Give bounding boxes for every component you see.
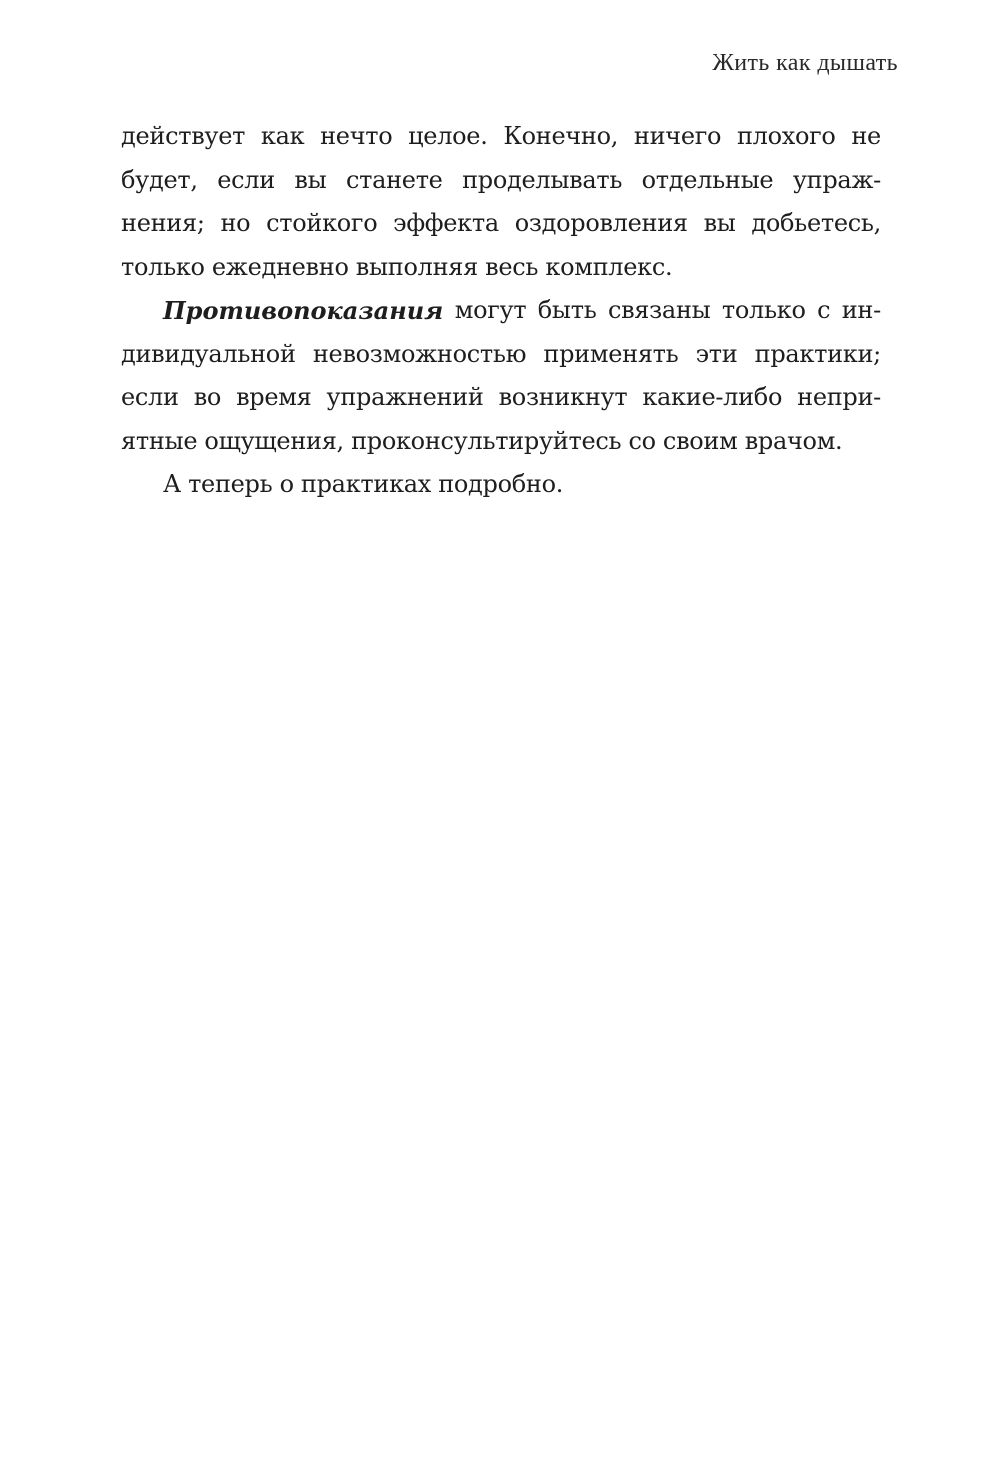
word: вы — [294, 165, 327, 194]
word: весь — [485, 252, 539, 281]
word: А — [163, 470, 181, 498]
word: своим — [662, 426, 738, 455]
word: нения; — [121, 209, 205, 237]
word: о — [279, 470, 294, 498]
word: дивидуальной — [121, 339, 296, 368]
text-line — [121, 376, 881, 420]
word: не — [851, 122, 881, 150]
word: врачом. — [744, 426, 843, 455]
word: если — [217, 165, 275, 194]
word: целое. — [408, 122, 488, 150]
word: могут — [454, 296, 527, 324]
word: проделывать — [462, 165, 623, 194]
text-line — [121, 115, 881, 159]
word: только — [121, 252, 205, 281]
word: ежедневно — [211, 252, 349, 281]
word: практиках — [300, 470, 432, 498]
word: возникнут — [498, 383, 628, 411]
word: связаны — [607, 296, 711, 324]
word: теперь — [188, 470, 273, 498]
word: эффекта — [393, 209, 499, 237]
word: только — [721, 296, 806, 324]
word: применять — [543, 339, 679, 368]
word: комплекс. — [545, 252, 673, 281]
word: станете — [345, 165, 443, 194]
running-header: Жить как дышать — [712, 50, 898, 76]
word: добьетесь, — [751, 209, 881, 237]
word: ятные — [121, 426, 198, 455]
word: упражнений — [326, 383, 484, 411]
text-line — [121, 333, 881, 377]
word: практики; — [754, 339, 881, 368]
word: если — [121, 383, 179, 411]
word: ничего — [633, 122, 722, 150]
word: с — [817, 296, 831, 324]
word: со — [628, 426, 656, 455]
text-line — [121, 420, 881, 464]
word: отдельные — [641, 165, 774, 194]
text-line — [121, 202, 881, 246]
word: но — [220, 209, 251, 237]
word: вы — [703, 209, 736, 237]
body-text — [121, 115, 881, 507]
word: Конечно, — [503, 122, 619, 150]
word: действует — [121, 122, 246, 150]
word: эти — [695, 339, 738, 368]
word: невозможностью — [312, 339, 527, 368]
word: какие-либо — [642, 383, 783, 411]
word: упраж- — [792, 165, 881, 194]
text-line — [121, 463, 881, 507]
word: как — [260, 122, 305, 150]
word: во — [193, 383, 222, 411]
word: ин- — [841, 296, 881, 324]
word: непри- — [797, 383, 881, 411]
word: проконсультируйтесь — [351, 426, 622, 455]
text-line — [121, 159, 881, 203]
text-line — [121, 289, 881, 333]
word: время — [236, 383, 312, 411]
word: нечто — [320, 122, 393, 150]
word: оздоровления — [514, 209, 688, 237]
word: быть — [537, 296, 597, 324]
emphasized-term: Противопоказания — [163, 296, 444, 325]
word: стойкого — [266, 209, 378, 237]
word: подробно. — [438, 470, 564, 498]
word: ощущения, — [204, 426, 344, 455]
word: выполняя — [355, 252, 478, 281]
text-line — [121, 246, 881, 290]
word: плохого — [736, 122, 836, 150]
word: будет, — [121, 165, 198, 194]
